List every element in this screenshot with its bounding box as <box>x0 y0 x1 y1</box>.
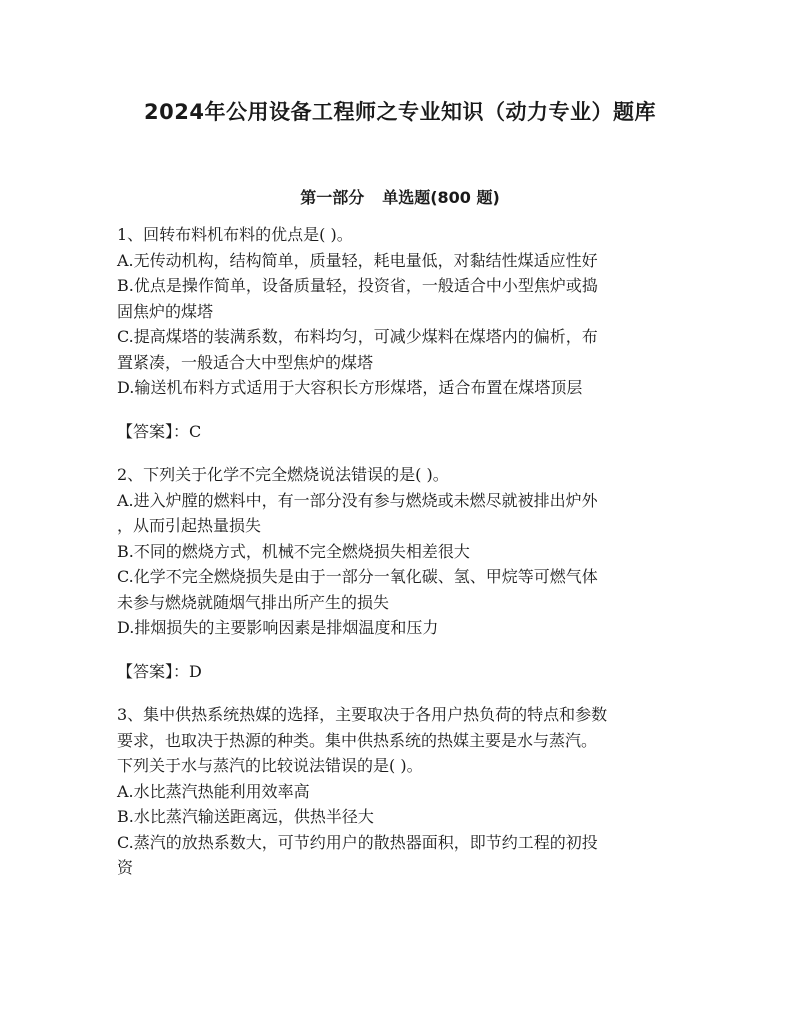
question-1-option-a: A.无传动机构，结构简单，质量轻，耗电量低，对黏结性煤适应性好 <box>117 250 598 270</box>
question-2-option-d: D.排烟损失的主要影响因素是排烟温度和压力 <box>117 618 439 637</box>
section-name: 单选题(800 题) <box>382 188 500 207</box>
question-3-option-a: A.水比蒸汽热能利用效率高 <box>117 781 310 801</box>
question-3 <box>117 702 687 881</box>
question-2-option-a-cont: ，从而引起热量损失 <box>117 516 262 535</box>
question-2-option-c-cont: 未参与燃烧就随烟气排出所产生的损失 <box>117 592 390 612</box>
question-1-answer <box>117 419 687 445</box>
answer-value: ：D <box>173 661 202 681</box>
answer-label: 【答案】 <box>117 661 174 681</box>
document-title: 2024年公用设备工程师之专业知识（动力专业）题库 <box>144 100 656 124</box>
question-2-option-b: B.不同的燃烧方式，机械不完全燃烧损失相差很大 <box>117 541 470 561</box>
question-1-stem: 1、回转布料机布料的优点是( )。 <box>117 225 353 244</box>
question-3-option-c: C.蒸汽的放热系数大，可节约用户的散热器面积，即节约工程的初投 <box>117 832 598 852</box>
question-3-stem-cont-2: 下列关于水与蒸汽的比较说法错误的是( )。 <box>117 756 423 775</box>
question-1-option-c-cont: 置紧凑，一般适合大中型焦炉的煤塔 <box>117 352 374 372</box>
question-list <box>117 222 687 899</box>
question-2-stem: 2、下列关于化学不完全燃烧说法错误的是( )。 <box>117 465 449 484</box>
section-heading <box>0 185 800 208</box>
question-2-option-c: C.化学不完全燃烧损失是由于一部分一氧化碳、氢、甲烷等可燃气体 <box>117 567 598 586</box>
section-part: 第一部分 <box>300 188 365 207</box>
question-1 <box>117 222 687 401</box>
question-1-option-c: C.提高煤塔的装满系数，布料均匀，可减少煤料在煤塔内的偏析，布 <box>117 327 598 346</box>
question-3-stem-cont-1: 要求，也取决于热源的种类。集中供热系统的热媒主要是水与蒸汽。 <box>117 730 598 750</box>
question-1-option-d: D.输送机布料方式适用于大容积长方形煤塔，适合布置在煤塔顶层 <box>117 378 583 397</box>
question-3-stem: 3、集中供热系统热媒的选择，主要取决于各用户热负荷的特点和参数 <box>117 705 608 724</box>
question-3-option-c-cont: 资 <box>117 858 134 877</box>
answer-label: 【答案】 <box>117 421 174 441</box>
question-1-option-b: B.优点是操作简单，设备质量轻，投资省，一般适合中小型焦炉或捣 <box>117 276 598 295</box>
question-1-option-b-cont: 固焦炉的煤塔 <box>117 301 214 321</box>
question-2-option-a: A.进入炉膛的燃料中，有一部分没有参与燃烧或未燃尽就被排出炉外 <box>117 490 598 510</box>
answer-value: ：C <box>173 421 202 441</box>
question-2 <box>117 462 687 641</box>
question-3-option-b: B.水比蒸汽输送距离远，供热半径大 <box>117 807 374 826</box>
question-2-answer <box>117 659 687 685</box>
